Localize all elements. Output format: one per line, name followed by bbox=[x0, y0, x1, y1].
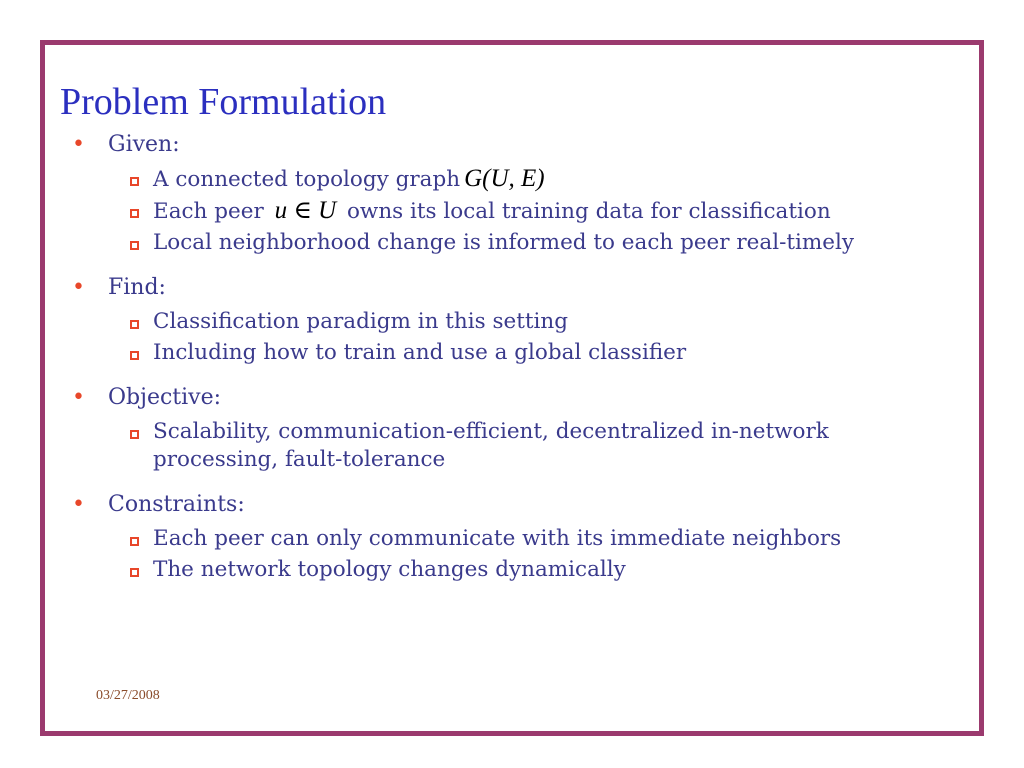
sub-list bbox=[70, 165, 950, 257]
math-formula: u ∈ U bbox=[274, 197, 337, 224]
square-bullet-icon bbox=[130, 320, 139, 329]
list-item bbox=[130, 339, 950, 367]
list-item bbox=[130, 525, 950, 553]
list-item-text: Scalability, communication-efficient, decentralized in-network processing, fault-tolerance bbox=[153, 419, 829, 472]
sub-list bbox=[70, 308, 950, 367]
list-item-label: A connected topology graph bbox=[153, 167, 461, 192]
square-bullet-icon bbox=[130, 568, 139, 577]
list-item-text: Including how to train and use a global classifier bbox=[153, 340, 687, 365]
section-heading: Constraints: bbox=[108, 492, 245, 517]
slide-content bbox=[70, 128, 950, 590]
list-item bbox=[130, 197, 950, 226]
section-heading: Objective: bbox=[108, 385, 222, 410]
bullet-constraints bbox=[70, 488, 950, 522]
square-bullet-icon bbox=[130, 241, 139, 250]
math-formula: G(U, E) bbox=[464, 165, 545, 192]
list-item bbox=[130, 556, 950, 584]
square-bullet-icon bbox=[130, 177, 139, 186]
section-find bbox=[70, 271, 950, 367]
square-bullet-icon bbox=[130, 351, 139, 360]
square-bullet-icon bbox=[130, 430, 139, 439]
bullet-find bbox=[70, 271, 950, 305]
list-item-text bbox=[153, 197, 950, 226]
section-heading: Find: bbox=[108, 275, 166, 300]
bullet-dot-icon: • bbox=[72, 385, 85, 410]
list-item bbox=[130, 418, 950, 474]
list-item bbox=[130, 165, 950, 194]
section-heading: Given: bbox=[108, 132, 180, 157]
section-constraints bbox=[70, 488, 950, 584]
list-item bbox=[130, 229, 950, 257]
list-item-text bbox=[153, 165, 950, 194]
list-item bbox=[130, 308, 950, 336]
list-item-text: Classification paradigm in this setting bbox=[153, 309, 569, 334]
bullet-dot-icon: • bbox=[72, 492, 85, 517]
bullet-objective bbox=[70, 381, 950, 415]
list-item-text: Local neighborhood change is informed to each peer real-timely bbox=[153, 230, 855, 255]
slide-title: Problem Formulation bbox=[60, 81, 387, 123]
square-bullet-icon bbox=[130, 537, 139, 546]
list-item-text: Each peer can only communicate with its immediate neighbors bbox=[153, 526, 842, 551]
list-item-text: The network topology changes dynamically bbox=[153, 557, 626, 582]
slide-date: 03/27/2008 bbox=[96, 688, 160, 703]
bullet-dot-icon: • bbox=[72, 132, 85, 157]
sub-list bbox=[70, 418, 950, 474]
bullet-dot-icon: • bbox=[72, 275, 85, 300]
list-item-label: owns its local training data for classification bbox=[346, 199, 831, 224]
square-bullet-icon bbox=[130, 209, 139, 218]
section-given bbox=[70, 128, 950, 257]
section-objective bbox=[70, 381, 950, 474]
bullet-given bbox=[70, 128, 950, 162]
list-item-label: Each peer bbox=[153, 199, 264, 224]
sub-list bbox=[70, 525, 950, 584]
